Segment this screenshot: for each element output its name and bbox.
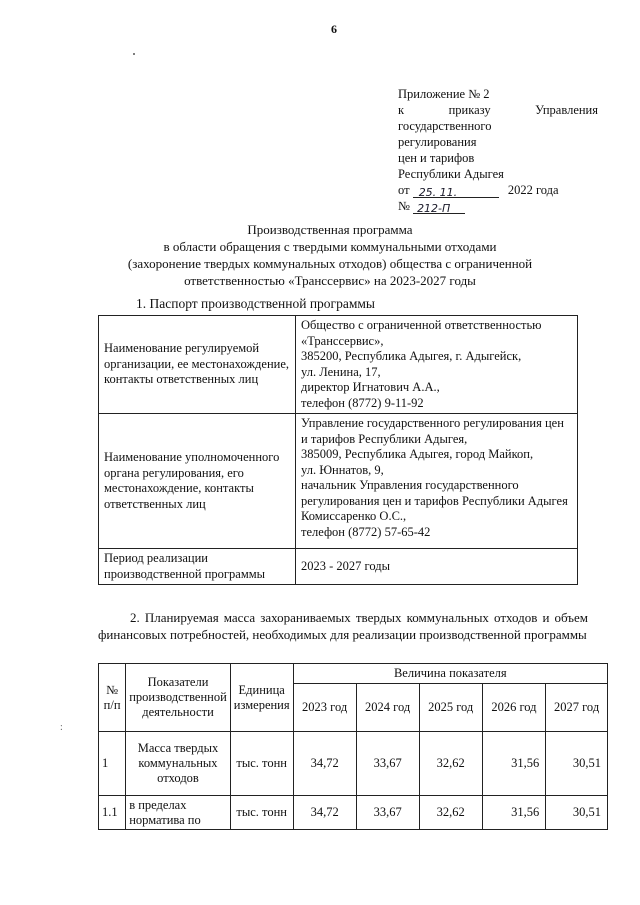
row-value-2026: 31,56 xyxy=(482,732,545,796)
document-title xyxy=(110,221,550,289)
row-unit: тыс. тонн xyxy=(230,796,293,830)
row-value-2025: 32,62 xyxy=(419,796,482,830)
passport-table xyxy=(98,315,578,585)
row-value-2026: 31,56 xyxy=(482,796,545,830)
header-year-2024: 2024 год xyxy=(356,684,419,732)
appendix-line-1 xyxy=(398,102,598,118)
appendix-date xyxy=(398,182,598,198)
reg-line-2: 385009, Республика Адыгея, город Майкоп, xyxy=(301,447,534,461)
date-suffix: 2022 года xyxy=(507,183,559,197)
row-value-2023: 34,72 xyxy=(293,732,356,796)
passport-row-organization xyxy=(99,316,578,414)
table-row xyxy=(99,732,608,796)
scan-dot xyxy=(133,53,135,55)
header-indicator: Показатели производственной деятельности xyxy=(126,664,231,732)
row-num: 1.1 xyxy=(99,796,126,830)
reg-line-1: Управление государственного регулирования цен и тарифов Республики Адыгея, xyxy=(301,416,564,446)
passport-value-period: 2023 - 2027 годы xyxy=(296,549,578,585)
row-value-2024: 33,67 xyxy=(356,796,419,830)
number-prefix: № xyxy=(398,199,410,213)
page-number: 6 xyxy=(331,22,337,36)
passport-value-organization xyxy=(296,316,578,414)
passport-row-regulator xyxy=(99,414,578,549)
waste-volume-table xyxy=(98,663,608,830)
section2-heading: 2. Планируемая масса захораниваемых твердых коммунальных отходов и объем финансовых потребностей, необходимых для реализации производственной программы xyxy=(98,610,588,642)
passport-label-period: Период реализации производственной программы xyxy=(99,549,296,585)
header-value: Величина показателя xyxy=(293,664,607,684)
passport-row-period xyxy=(99,549,578,585)
header-year-2027: 2027 год xyxy=(546,684,608,732)
header-year-2025: 2025 год xyxy=(419,684,482,732)
appendix-number xyxy=(398,198,598,214)
row-value-2027: 30,51 xyxy=(546,796,608,830)
header-num: № п/п xyxy=(99,664,126,732)
title-line-4: ответственностью «Транссервис» на 2023-2027 годы xyxy=(184,273,476,288)
org-line-4: директор Игнатович А.А., xyxy=(301,380,440,394)
appendix-title: Приложение № 2 xyxy=(398,87,490,101)
number-underline xyxy=(413,200,465,214)
org-line-2: 385200, Республика Адыгея, г. Адыгейск, xyxy=(301,349,522,363)
row-unit: тыс. тонн xyxy=(230,732,293,796)
appendix-line-4: цен и тарифов xyxy=(398,151,475,165)
appendix-block xyxy=(398,86,598,214)
date-prefix: от xyxy=(398,183,410,197)
appendix-line-2: государственного xyxy=(398,119,492,133)
section1-heading: 1. Паспорт производственной программы xyxy=(136,296,375,311)
number-handwritten: 212-П xyxy=(417,202,451,215)
date-handwritten: 25. 11. xyxy=(418,186,458,199)
title-line-3: (захоронение твердых коммунальных отходов) общества с ограниченной xyxy=(127,256,533,271)
title-line-2: в области обращения с твердыми коммунальными отходами xyxy=(163,239,497,254)
passport-value-regulator xyxy=(296,414,578,549)
passport-label-regulator: Наименование уполномоченного органа регулирования, его местонахождение, контакты ответственных лиц xyxy=(99,414,296,549)
appendix-line-5: Республики Адыгея xyxy=(398,167,504,181)
org-line-5: телефон (8772) 9-11-92 xyxy=(301,395,424,410)
org-line-3: ул. Ленина, 17, xyxy=(301,364,381,379)
row-value-2024: 33,67 xyxy=(356,732,419,796)
appendix-word-department: Управления xyxy=(535,103,598,117)
reg-line-3: ул. Юннатов, 9, xyxy=(301,462,384,477)
date-underline xyxy=(413,184,499,198)
row-value-2027: 30,51 xyxy=(546,732,608,796)
reg-line-5: телефон (8772) 57-65-42 xyxy=(301,524,431,539)
row-name: Масса твердых коммунальных отходов xyxy=(126,732,231,796)
appendix-line-3: регулирования xyxy=(398,135,477,149)
appendix-word-k: к xyxy=(398,103,405,117)
title-line-1: Производственная программа xyxy=(247,222,413,237)
row-name: в пределах норматива по xyxy=(126,796,231,830)
passport-label-organization: Наименование регулируемой организации, ее местонахождение, контакты ответственных лиц xyxy=(99,316,296,414)
row-value-2025: 32,62 xyxy=(419,732,482,796)
margin-mark: : xyxy=(60,722,63,733)
header-unit: Единица измерения xyxy=(230,664,293,732)
table-row xyxy=(99,796,608,830)
reg-line-4: начальник Управления государственного регулирования цен и тарифов Республики Адыгея Комиссаренко О.С., xyxy=(301,478,568,523)
org-line-1: Общество с ограниченной ответственностью «Транссервис», xyxy=(301,318,542,348)
table2-header-row-1 xyxy=(99,664,608,684)
row-value-2023: 34,72 xyxy=(293,796,356,830)
appendix-word-order: приказу xyxy=(448,103,491,117)
row-num: 1 xyxy=(99,732,126,796)
header-year-2023: 2023 год xyxy=(293,684,356,732)
header-year-2026: 2026 год xyxy=(482,684,545,732)
